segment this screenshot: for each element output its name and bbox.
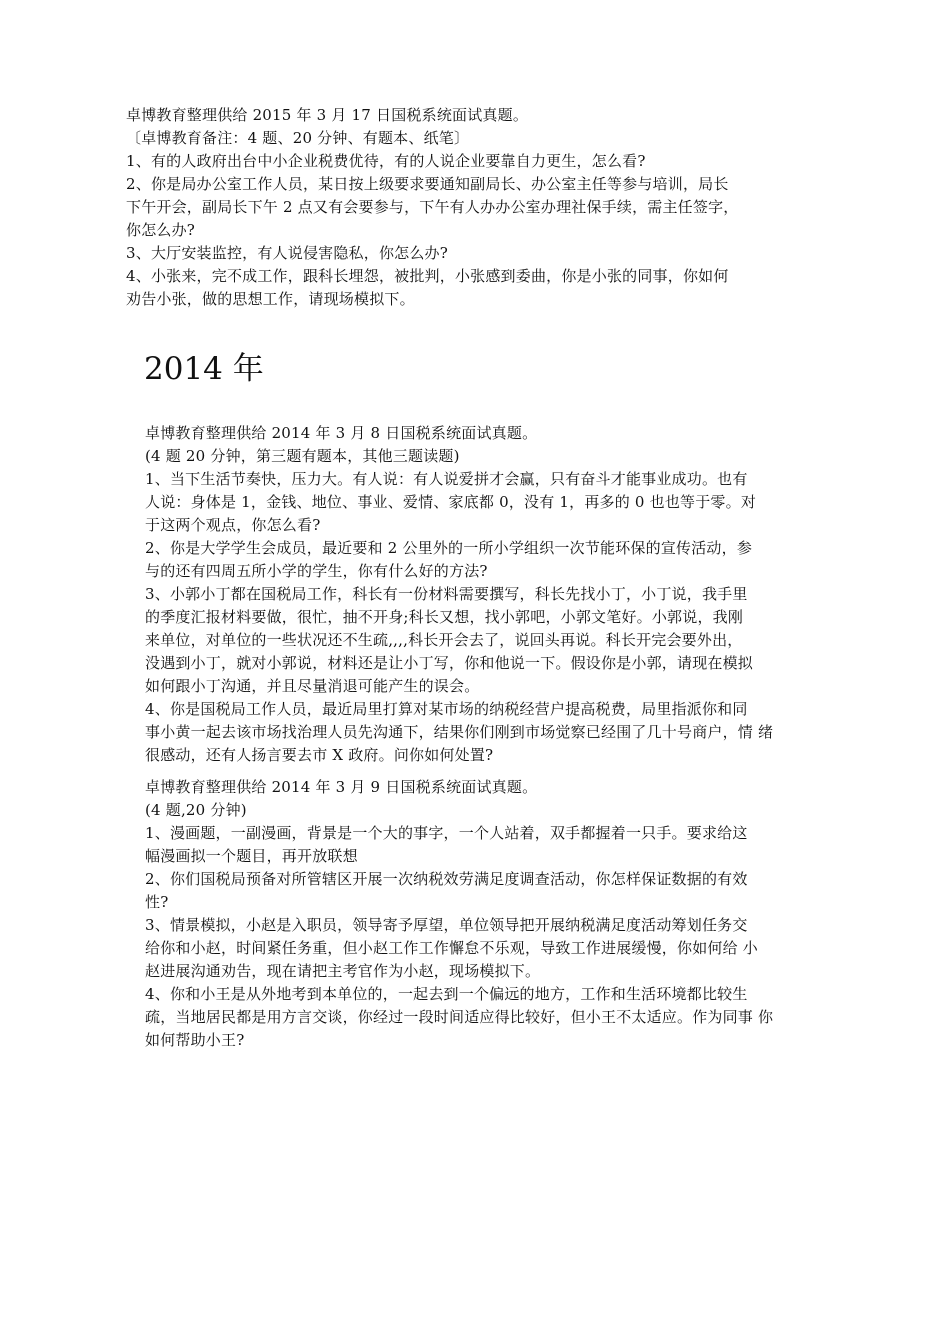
text-line: 没遇到小丁，就对小郭说，材料还是让小丁写，你和他说一下。假设你是小郭，请现在模拟 — [145, 654, 754, 672]
text-line: 2、你是局办公室工作人员，某日按上级要求要通知副局长、办公室主任等参与培训，局长 — [126, 175, 729, 193]
text-line: (4 题,20 分钟) — [145, 801, 247, 819]
text-line: 来单位，对单位的一些状况还不生疏,,,,科长开会去了，说回头再说。科长开完会要外出， — [145, 631, 743, 649]
text-line: 赵进展沟通劝告，现在请把主考官作为小赵，现场模拟下。 — [145, 962, 541, 980]
text-line: 如何帮助小王? — [145, 1031, 245, 1049]
text-line: 幅漫画拟一个题目，再开放联想 — [145, 847, 358, 865]
text-line: 3、情景模拟，小赵是入职员，领导寄予厚望，单位领导把开展纳税满足度活动筹划任务交 — [145, 916, 748, 934]
text-line: 如何跟小丁沟通，并且尽量消退可能产生的误会。 — [145, 677, 480, 695]
section-2014-03-09-interview — [145, 776, 773, 1052]
text-line: 你怎么办? — [126, 221, 196, 239]
section-2015-interview — [126, 104, 738, 311]
text-line: 1、有的人政府出台中小企业税费优待，有的人说企业要靠自力更生，怎么看? — [126, 152, 646, 170]
text-line: 的季度汇报材料要做，很忙，抽不开身;科长又想，找小郭吧，小郭文笔好。小郭说，我刚 — [145, 608, 744, 626]
text-line: 1、漫画题，一副漫画，背景是一个大的事字，一个人站着，双手都握着一只手。要求给这 — [145, 824, 748, 842]
text-line: 2、你们国税局预备对所管辖区开展一次纳税效劳满足度调查活动，你怎样保证数据的有效 — [145, 870, 748, 888]
text-line: 性? — [145, 893, 169, 911]
text-line: 给你和小赵，时间紧任务重，但小赵工作工作懈怠不乐观，导致工作进展缓慢，你如何给 小 — [145, 939, 758, 957]
text-line: 3、大厅安装监控，有人说侵害隐私，你怎么办? — [126, 244, 448, 262]
text-line: 卓博教育整理供给 2014 年 3 月 9 日国税系统面试真题。 — [145, 778, 538, 796]
text-line: (4 题 20 分钟，第三题有题本，其他三题读题) — [145, 447, 460, 465]
text-line: 4、小张来，完不成工作，跟科长埋怨，被批判，小张感到委曲，你是小张的同事，你如何 — [126, 267, 729, 285]
text-line: 卓博教育整理供给 2014 年 3 月 8 日国税系统面试真题。 — [145, 424, 538, 442]
text-line: 人说：身体是 1，金钱、地位、事业、爱情、家底都 0，没有 1，再多的 0 也也等于零。对 — [145, 493, 757, 511]
text-line: 于这两个观点，你怎么看? — [145, 516, 321, 534]
text-line: 1、当下生活节奏快，压力大。有人说：有人说爱拼才会赢，只有奋斗才能事业成功。也有 — [145, 470, 748, 488]
year-heading-2014: 2014 年 — [144, 351, 264, 387]
text-line: 与的还有四周五所小学的学生，你有什么好的方法? — [145, 562, 488, 580]
text-line: 4、你是国税局工作人员，最近局里打算对某市场的纳税经营户提高税费，局里指派你和同 — [145, 700, 748, 718]
text-line: 4、你和小王是从外地考到本单位的，一起去到一个偏远的地方，工作和生活环境都比较生 — [145, 985, 748, 1003]
text-line: 2、你是大学学生会成员，最近要和 2 公里外的一所小学组织一次节能环保的宣传活动，参 — [145, 539, 753, 557]
text-line: 事小黄一起去该市场找治理人员先沟通下，结果你们刚到市场觉察已经围了几十号商户，情 绪 — [145, 723, 774, 741]
text-line: 3、小郭小丁都在国税局工作，科长有一份材料需要撰写，科长先找小丁，小丁说，我手里 — [145, 585, 748, 603]
section-2014-03-08-interview — [145, 422, 773, 767]
text-line: 〔卓博教育备注：4 题、20 分钟、有题本、纸笔〕 — [126, 129, 470, 147]
text-line: 很感动，还有人扬言要去市 X 政府。问你如何处置? — [145, 746, 494, 764]
text-line: 下午开会，副局长下午 2 点又有会要参与，下午有人办办公室办理社保手续，需主任签字， — [126, 198, 739, 216]
text-line: 劝告小张，做的思想工作，请现场模拟下。 — [126, 290, 415, 308]
text-line: 卓博教育整理供给 2015 年 3 月 17 日国税系统面试真题。 — [126, 106, 529, 124]
text-line: 疏，当地居民都是用方言交谈，你经过一段时间适应得比较好，但小王不太适应。作为同事 你 — [145, 1008, 774, 1026]
